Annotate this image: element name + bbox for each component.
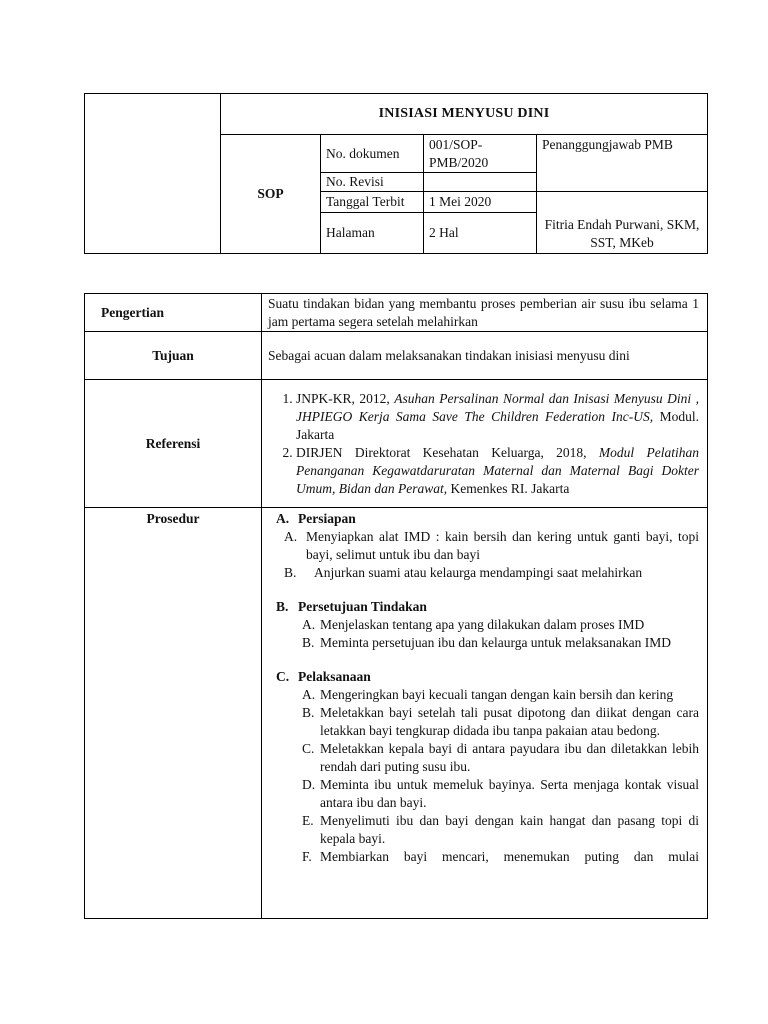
prosedur-content bbox=[262, 508, 708, 919]
logo-cell bbox=[85, 94, 221, 254]
tanggal-terbit-value: 1 Mei 2020 bbox=[424, 192, 537, 213]
referensi-label: Referensi bbox=[85, 380, 262, 508]
no-dokumen-label: No. dokumen bbox=[321, 135, 424, 173]
list-item: F. Membiarkan bayi mencari, menemukan puting dan mulai bbox=[302, 849, 699, 864]
list-item: C. Meletakkan kepala bayi di antara payudara ibu dan diletakkan lebih rendah dari puting susu ibu. bbox=[302, 741, 699, 774]
section-title: B. Persetujuan Tindakan bbox=[276, 599, 427, 614]
section-title: C. Pelaksanaan bbox=[276, 669, 371, 684]
pengertian-label: Pengertian bbox=[85, 294, 262, 332]
reference-item: 2. DIRJEN Direktorat Kesehatan Keluarga, 2018, Modul Pelatihan Penanganan Kegawatdaruratan Maternal dan Maternal Bagi Dokter Umum, Bidan dan Perawat, Kemenkes RI. Jakarta bbox=[296, 444, 699, 498]
section-persiapan bbox=[276, 510, 699, 582]
sop-label: SOP bbox=[221, 135, 321, 254]
section-persetujuan bbox=[276, 598, 699, 652]
reference-item: 1. JNPK-KR, 2012, Asuhan Persalinan Normal dan Inisasi Menyusu Dini , JHPIEGO Kerja Sama Save The Children Federation Inc-US, Modul. Jakarta bbox=[296, 390, 699, 444]
no-revisi-value bbox=[424, 173, 537, 192]
sop-header-table bbox=[84, 93, 708, 254]
list-item: B. Meletakkan bayi setelah tali pusat dipotong dan diikat dengan cara letakkan bayi tengkurap didada ibu tanpa pakaian atau bedong. bbox=[302, 705, 699, 738]
no-dokumen-value: 001/SOP-PMB/2020 bbox=[424, 135, 537, 173]
tanggal-terbit-label: Tanggal Terbit bbox=[321, 192, 424, 213]
pengertian-text: Suatu tindakan bidan yang membantu proses pemberian air susu ibu selama 1 jam pertama segera setelah melahirkan bbox=[262, 294, 708, 332]
penanggungjawab-label: Penanggungjawab PMB bbox=[537, 135, 708, 192]
prosedur-label: Prosedur bbox=[85, 508, 262, 919]
reference-list bbox=[268, 390, 699, 498]
list-item: E. Menyelimuti ibu dan bayi dengan kain hangat dan pasang topi di kepala bayi. bbox=[302, 813, 699, 846]
sop-body-table bbox=[84, 293, 708, 919]
section-title: A. Persiapan bbox=[276, 511, 356, 526]
list-item: A. Menyiapkan alat IMD : kain bersih dan kering untuk ganti bayi, topi bayi, selimut untuk ibu dan bayi bbox=[284, 529, 699, 562]
document-title: INISIASI MENYUSU DINI bbox=[221, 94, 708, 135]
list-item: A. Menjelaskan tentang apa yang dilakukan dalam proses IMD bbox=[302, 617, 645, 632]
tujuan-label: Tujuan bbox=[85, 332, 262, 380]
penanggungjawab-name: Fitria Endah Purwani, SKM, SST, MKeb bbox=[537, 192, 708, 254]
list-item: B. Anjurkan suami atau kelaurga mendampingi saat melahirkan bbox=[284, 565, 643, 580]
list-item: A. Mengeringkan bayi kecuali tangan dengan kain bersih dan kering bbox=[302, 687, 674, 702]
list-item: B. Meminta persetujuan ibu dan kelaurga untuk melaksanakan IMD bbox=[302, 635, 672, 650]
section-pelaksanaan bbox=[276, 668, 699, 866]
halaman-label: Halaman bbox=[321, 213, 424, 254]
tujuan-text: Sebagai acuan dalam melaksanakan tindakan inisiasi menyusu dini bbox=[262, 332, 708, 380]
referensi-content bbox=[262, 380, 708, 508]
list-item: D. Meminta ibu untuk memeluk bayinya. Serta menjaga kontak visual antara ibu dan bayi. bbox=[302, 777, 699, 810]
no-revisi-label: No. Revisi bbox=[321, 173, 424, 192]
halaman-value: 2 Hal bbox=[424, 213, 537, 254]
